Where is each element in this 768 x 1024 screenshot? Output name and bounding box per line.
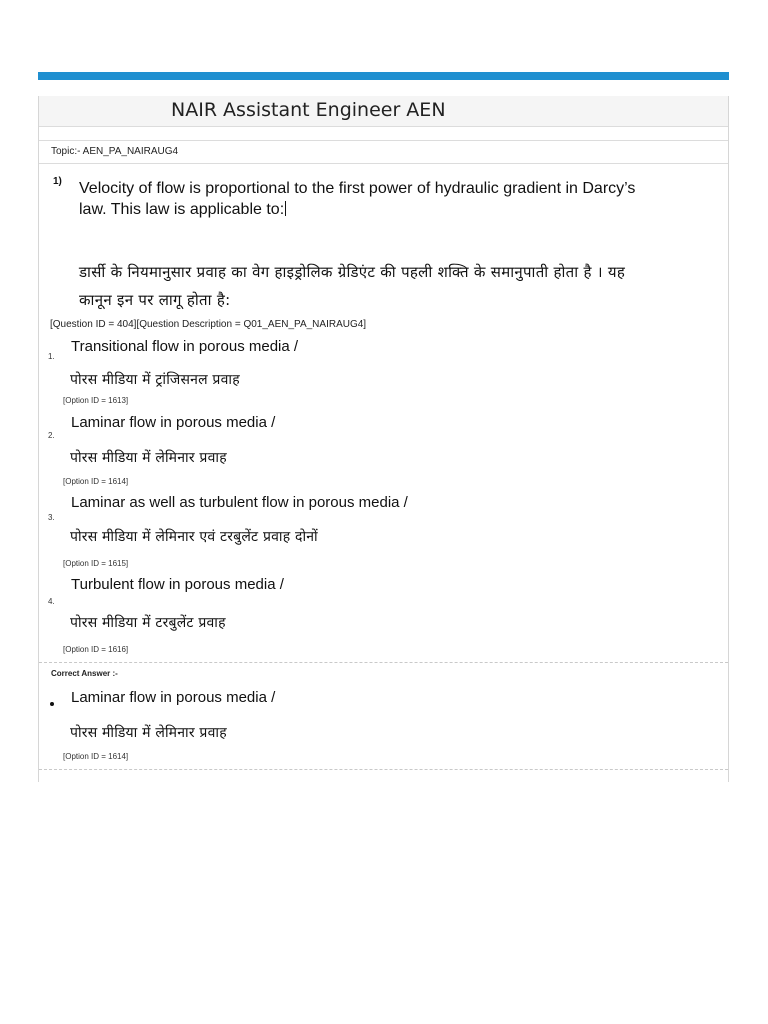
option-4-number: 4. — [48, 597, 55, 606]
topic-row — [39, 140, 728, 164]
correct-answer-text-hindi: पोरस मीडिया में लेमिनार प्रवाह — [70, 725, 227, 741]
option-4-id: [Option ID = 1616] — [63, 645, 129, 654]
question-text-english — [79, 178, 639, 220]
correct-answer-id: [Option ID = 1614] — [63, 752, 129, 761]
option-3-number: 3. — [48, 513, 55, 522]
question-text-english-content: Velocity of flow is proportional to the first power of hydraulic gradient in Darcy’s law. This law is applicable to: — [79, 180, 636, 218]
option-2-number: 2. — [48, 431, 55, 440]
bottom-divider — [39, 769, 728, 770]
option-3-id: [Option ID = 1615] — [63, 559, 129, 568]
option-2-id: [Option ID = 1614] — [63, 477, 129, 486]
bullet-icon — [50, 702, 54, 706]
text-cursor — [285, 201, 286, 216]
option-4-text-hindi: पोरस मीडिया में टरबुलेंट प्रवाह — [70, 615, 226, 631]
correct-answer-label: Correct Answer :- — [51, 669, 118, 678]
option-2-text-english: Laminar flow in porous media / — [71, 414, 276, 431]
option-1-number: 1. — [48, 352, 55, 361]
question-number: 1) — [53, 176, 62, 187]
question-meta: [Question ID = 404][Question Description = Q01_AEN_PA_NAIRAUG4] — [50, 319, 367, 330]
question-text-hindi: डार्सी के नियमानुसार प्रवाह का वेग हाइड्रोलिक ग्रेडिएंट की पहली शक्ति के समानुपाती होता है । यह कानून इन पर लागू होता है: — [79, 263, 626, 309]
option-2-text-hindi: पोरस मीडिया में लेमिनार प्रवाह — [70, 450, 227, 466]
option-3-text-english: Laminar as well as turbulent flow in porous media / — [71, 494, 408, 511]
option-3-text-hindi: पोरस मीडिया में लेमिनार एवं टरबुलेंट प्रवाह दोनों — [70, 529, 318, 545]
question-panel — [38, 96, 729, 782]
option-1-text-hindi: पोरस मीडिया में ट्रांजिसनल प्रवाह — [70, 372, 240, 388]
panel-header — [39, 96, 728, 127]
section-divider — [39, 662, 728, 663]
option-1-id: [Option ID = 1613] — [63, 396, 129, 405]
option-4-text-english: Turbulent flow in porous media / — [71, 576, 284, 593]
top-accent-bar — [38, 72, 729, 80]
correct-answer-text-english: Laminar flow in porous media / — [71, 689, 276, 706]
option-1-text-english: Transitional flow in porous media / — [71, 338, 299, 355]
page-title: NAIR Assistant Engineer AEN — [171, 99, 446, 121]
topic-label: Topic:- AEN_PA_NAIRAUG4 — [51, 146, 179, 157]
